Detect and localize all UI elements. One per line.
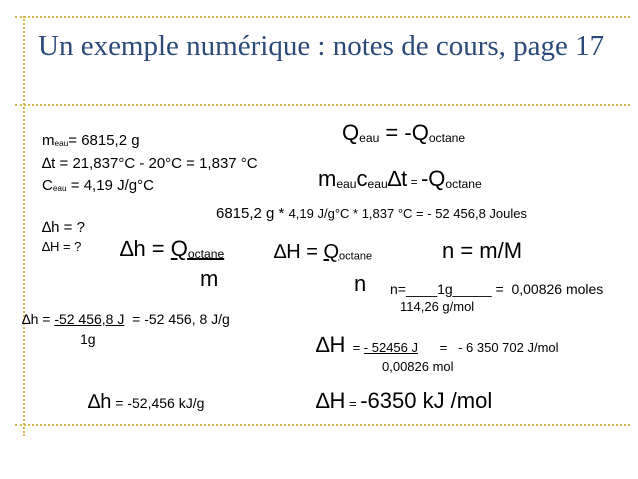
equation-heat-balance [342,122,465,144]
formula-dH [274,242,372,263]
calc-mass: 6815,2 g [216,205,275,222]
calc-result: * 1,837 °C = - 52 456,8 Joules [349,206,527,221]
result-dh [88,392,204,412]
dh-calc-lhs: ∆h = [22,311,55,327]
dh-calculation-denominator: 1g [80,331,96,347]
heat-calculation [216,206,527,221]
formula-dH-q: Q [323,241,340,263]
eq2-m: m [318,166,337,191]
formula-dH-num [323,241,372,263]
top-border-line [15,16,630,18]
given-c-value: = 4,19 J/g°C [66,177,154,194]
moles-calculation: n=____1g_____ = 0,00826 moles [390,281,604,297]
given-mass [42,133,140,148]
given-mass-var: m [42,132,55,149]
formula-dh-q: Q [170,236,188,261]
given-specific-heat [42,178,154,193]
formula-dh-q-sub: octane [187,246,225,261]
moles-calculation-denominator: 114,26 g/mol [400,299,475,314]
dH-calc-equals: = [345,340,364,355]
eq1-q-sub: eau [359,130,380,145]
title-divider-line [15,104,630,106]
eq2-c-sub: eau [367,176,388,191]
bottom-border-line [15,424,630,426]
result-dh-lhs: ∆h [88,391,112,413]
given-mass-value: = 6815,2 g [68,132,140,149]
result-dh-value: -52,456 kJ/g [127,395,205,411]
unknown-dH: ∆H = ? [42,239,82,254]
dH-calculation-denominator: 0,00826 mol [382,359,454,374]
formula-dh-denominator: m [200,266,219,291]
formula-dh-num [171,236,224,261]
given-delta-t: ∆t = 21,837°C - 20°C = 1,837 °C [42,155,258,172]
result-dH [316,390,492,412]
given-c-var: C [42,177,53,194]
eq1-rest: = -Q [379,120,429,145]
formula-dh [120,238,224,260]
dH-calculation [316,334,559,356]
dH-calc-rest: = - 6 350 702 J/mol [418,340,559,355]
result-dH-value: -6350 kJ /mol [360,388,493,413]
result-dH-lhs: ∆H [316,388,346,413]
result-dH-equals: = [345,396,361,411]
equation-mcdt [318,168,482,190]
calc-times1: * [274,205,289,222]
eq1-q: Q [342,120,360,145]
formula-dH-lhs: ∆H = [274,241,324,263]
dh-calc-rest: = -52 456, 8 J/g [124,311,230,327]
eq2-m-sub: eau [336,176,357,191]
dh-calculation [22,312,230,326]
formula-moles: n = m/M [442,238,523,263]
formula-dH-q-sub: octane [339,250,373,263]
formula-dh-lhs: ∆h = [120,236,171,261]
calc-specific-heat: 4,19 J/g°C [288,206,350,221]
dH-calc-lhs: ∆H [316,332,346,357]
dH-calc-num: - 52456 J [363,340,418,355]
slide-title: Un exemple numérique : notes de cours, page 17 [38,30,605,62]
eq2-equals: = [407,175,421,189]
eq2-q: -Q [420,166,446,191]
eq2-c: c [356,166,368,191]
given-mass-sub: eau [54,139,69,149]
eq1-rest-sub: octane [428,130,466,145]
unknown-dh: ∆h = ? [42,219,85,236]
result-dh-equals: = [111,395,128,411]
eq2-dt: ∆t [387,166,408,191]
left-border-line [23,16,25,436]
dh-calc-num: -52 456,8 J [54,311,125,327]
eq2-q-sub: octane [445,176,482,191]
given-c-sub: eau [52,184,67,194]
formula-dH-denominator: n [354,271,367,296]
